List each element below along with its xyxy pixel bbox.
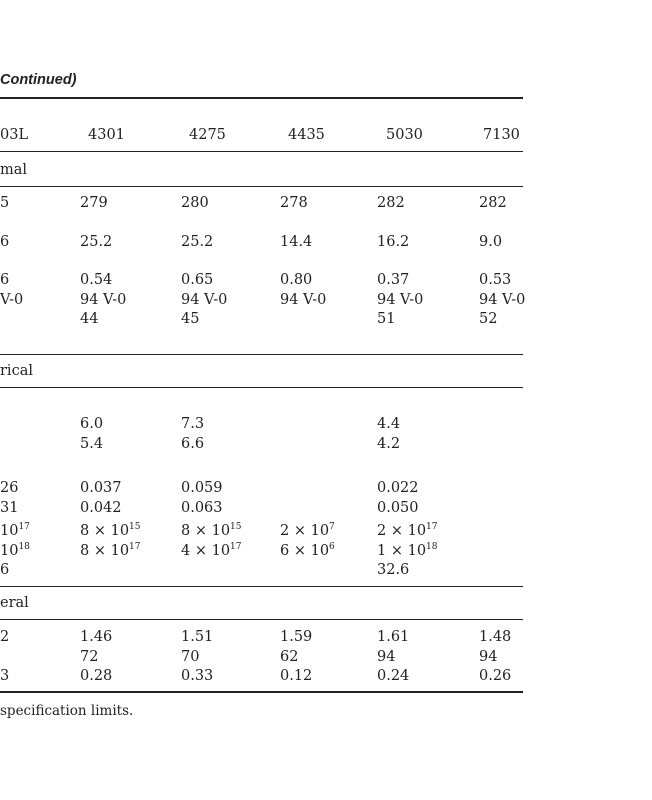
column-header: 03L bbox=[0, 127, 29, 143]
table-cell bbox=[377, 479, 419, 518]
column-header: 5030 bbox=[386, 127, 423, 143]
cell-line bbox=[479, 415, 484, 435]
cell-line: 32.6 bbox=[377, 562, 410, 578]
table-cell bbox=[377, 522, 438, 581]
table-cell bbox=[0, 479, 18, 518]
cell-line: 7.3 bbox=[181, 416, 205, 432]
cell-line: 0.063 bbox=[181, 499, 223, 516]
table-cell bbox=[80, 522, 141, 561]
cell-line: 1.51 bbox=[181, 629, 214, 645]
table-cell bbox=[0, 271, 23, 310]
cell-line: $2 \times 10^7$ bbox=[280, 522, 335, 539]
cell-line: 0.65 bbox=[181, 272, 214, 288]
cell-line bbox=[479, 522, 484, 542]
cell-line: $10^{18}$ bbox=[0, 541, 30, 559]
cell-line: 44 bbox=[80, 311, 99, 327]
cell-line: 0.33 bbox=[181, 668, 214, 684]
table-cell: 279 bbox=[80, 195, 108, 211]
section-label: rical bbox=[0, 363, 33, 379]
cell-line: $10^{17}$ bbox=[0, 522, 30, 539]
cell-line: 0.53 bbox=[479, 272, 512, 288]
table-cell bbox=[280, 415, 285, 435]
table-cell: 5 bbox=[0, 195, 10, 211]
cell-line: 0.54 bbox=[80, 272, 113, 288]
cell-line: 31 bbox=[0, 499, 19, 516]
cell-line: 0.022 bbox=[377, 480, 419, 496]
cell-line bbox=[479, 479, 484, 499]
section-rule bbox=[0, 586, 523, 587]
cell-line: 62 bbox=[280, 648, 299, 665]
cell-line: 1.48 bbox=[479, 629, 512, 645]
cell-line: 72 bbox=[80, 648, 99, 665]
table-cell bbox=[280, 479, 285, 499]
table-cell: 6 bbox=[0, 234, 10, 250]
table-cell bbox=[80, 479, 122, 518]
cell-line: $8 \times 10^{17}$ bbox=[80, 541, 141, 559]
exponent: 7 bbox=[329, 522, 335, 533]
cell-line: 94 bbox=[377, 648, 396, 665]
column-header: 4435 bbox=[288, 127, 325, 143]
section-label: mal bbox=[0, 162, 28, 178]
table-cell: 9.0 bbox=[479, 234, 503, 250]
cell-line: 52 bbox=[479, 311, 498, 327]
table-cell: 278 bbox=[280, 195, 308, 211]
cell-line: $8 \times 10^{15}$ bbox=[80, 522, 141, 539]
cell-line: 1.59 bbox=[280, 629, 313, 645]
cell-line: 94 V-0 bbox=[181, 291, 228, 308]
exponent: 18 bbox=[426, 541, 438, 552]
table-cell bbox=[0, 522, 30, 581]
cell-line: 6.0 bbox=[80, 416, 104, 432]
column-header: 4301 bbox=[88, 127, 125, 143]
cell-line: 0.12 bbox=[280, 668, 313, 684]
table-caption: Continued) bbox=[0, 72, 77, 88]
section-rule bbox=[0, 354, 523, 355]
cell-line: 1.61 bbox=[377, 629, 410, 645]
table-cell bbox=[280, 628, 312, 687]
exponent: 6 bbox=[329, 541, 335, 552]
section-rule bbox=[0, 619, 523, 620]
cell-line: 4.4 bbox=[377, 416, 401, 432]
cell-line bbox=[0, 648, 9, 668]
cell-line: 1.46 bbox=[80, 629, 113, 645]
cell-line: 70 bbox=[181, 648, 200, 665]
table-cell bbox=[280, 522, 335, 561]
table-cell: 25.2 bbox=[80, 234, 113, 250]
cell-line: 0.80 bbox=[280, 272, 313, 288]
table-cell bbox=[80, 271, 126, 330]
cell-line: 45 bbox=[181, 311, 200, 327]
table-cell bbox=[479, 628, 511, 687]
cell-line: 0.050 bbox=[377, 499, 419, 516]
cell-line: 94 V-0 bbox=[280, 291, 327, 308]
bottom-rule bbox=[0, 691, 523, 693]
table-footnote: specification limits. bbox=[0, 703, 134, 719]
table-cell bbox=[181, 479, 223, 518]
exponent: 17 bbox=[426, 522, 438, 533]
table-cell bbox=[181, 271, 227, 330]
cell-line: 94 V-0 bbox=[80, 291, 127, 308]
table-cell bbox=[80, 628, 112, 687]
table-cell: 25.2 bbox=[181, 234, 214, 250]
cell-line: 0.28 bbox=[80, 668, 113, 684]
table-cell: 282 bbox=[479, 195, 507, 211]
cell-line: 3 bbox=[0, 668, 10, 684]
exponent: 17 bbox=[18, 522, 30, 533]
cell-line: 0.26 bbox=[479, 668, 512, 684]
exponent: 15 bbox=[230, 522, 242, 533]
cell-line: 0.24 bbox=[377, 668, 410, 684]
header-rule bbox=[0, 151, 523, 152]
exponent: 18 bbox=[18, 541, 30, 552]
cell-line: 0.059 bbox=[181, 480, 223, 496]
column-header: 7130 bbox=[483, 127, 520, 143]
cell-line: $6 \times 10^6$ bbox=[280, 541, 335, 559]
exponent: 17 bbox=[230, 541, 242, 552]
section-label: eral bbox=[0, 595, 29, 611]
table-cell bbox=[0, 415, 5, 435]
cell-line: 0.042 bbox=[80, 499, 122, 516]
table-cell bbox=[479, 415, 484, 435]
cell-line: $8 \times 10^{15}$ bbox=[181, 522, 242, 539]
cell-line: 6 bbox=[0, 562, 10, 578]
cell-line: 0.37 bbox=[377, 272, 410, 288]
cell-line: 2 bbox=[0, 629, 10, 645]
cell-line: $1 \times 10^{18}$ bbox=[377, 541, 438, 559]
table-cell: 282 bbox=[377, 195, 405, 211]
cell-line: 0.037 bbox=[80, 480, 122, 496]
cell-line: 51 bbox=[377, 311, 396, 327]
section-rule bbox=[0, 387, 523, 388]
section-rule bbox=[0, 186, 523, 187]
cell-line: 4.2 bbox=[377, 435, 401, 452]
table-cell bbox=[479, 271, 525, 330]
cell-line: 26 bbox=[0, 480, 19, 496]
table-cell bbox=[377, 415, 400, 454]
cell-line: 6.6 bbox=[181, 435, 205, 452]
table-cell bbox=[0, 628, 9, 687]
table-cell bbox=[280, 271, 326, 310]
table-cell: 280 bbox=[181, 195, 209, 211]
cell-line: 94 bbox=[479, 648, 498, 665]
table-cell bbox=[80, 415, 103, 454]
cell-line bbox=[280, 415, 285, 435]
top-rule bbox=[0, 97, 523, 99]
cell-line: 6 bbox=[0, 272, 10, 288]
exponent: 17 bbox=[129, 541, 141, 552]
table-cell bbox=[479, 522, 484, 542]
cell-line: 5.4 bbox=[80, 435, 104, 452]
cell-line: $4 \times 10^{17}$ bbox=[181, 541, 242, 559]
table-cell bbox=[377, 628, 409, 687]
cell-line: 94 V-0 bbox=[377, 291, 424, 308]
cell-line bbox=[280, 479, 285, 499]
table-cell bbox=[181, 415, 204, 454]
cell-line: V-0 bbox=[0, 291, 24, 308]
table-cell bbox=[181, 628, 213, 687]
table-cell: 14.4 bbox=[280, 234, 313, 250]
table-cell bbox=[479, 479, 484, 499]
table-cell bbox=[181, 522, 242, 561]
column-header: 4275 bbox=[189, 127, 226, 143]
table-cell bbox=[377, 271, 423, 330]
cell-line: 94 V-0 bbox=[479, 291, 526, 308]
exponent: 15 bbox=[129, 522, 141, 533]
cell-line bbox=[0, 415, 5, 435]
cell-line: $2 \times 10^{17}$ bbox=[377, 522, 438, 539]
table-cell: 16.2 bbox=[377, 234, 410, 250]
